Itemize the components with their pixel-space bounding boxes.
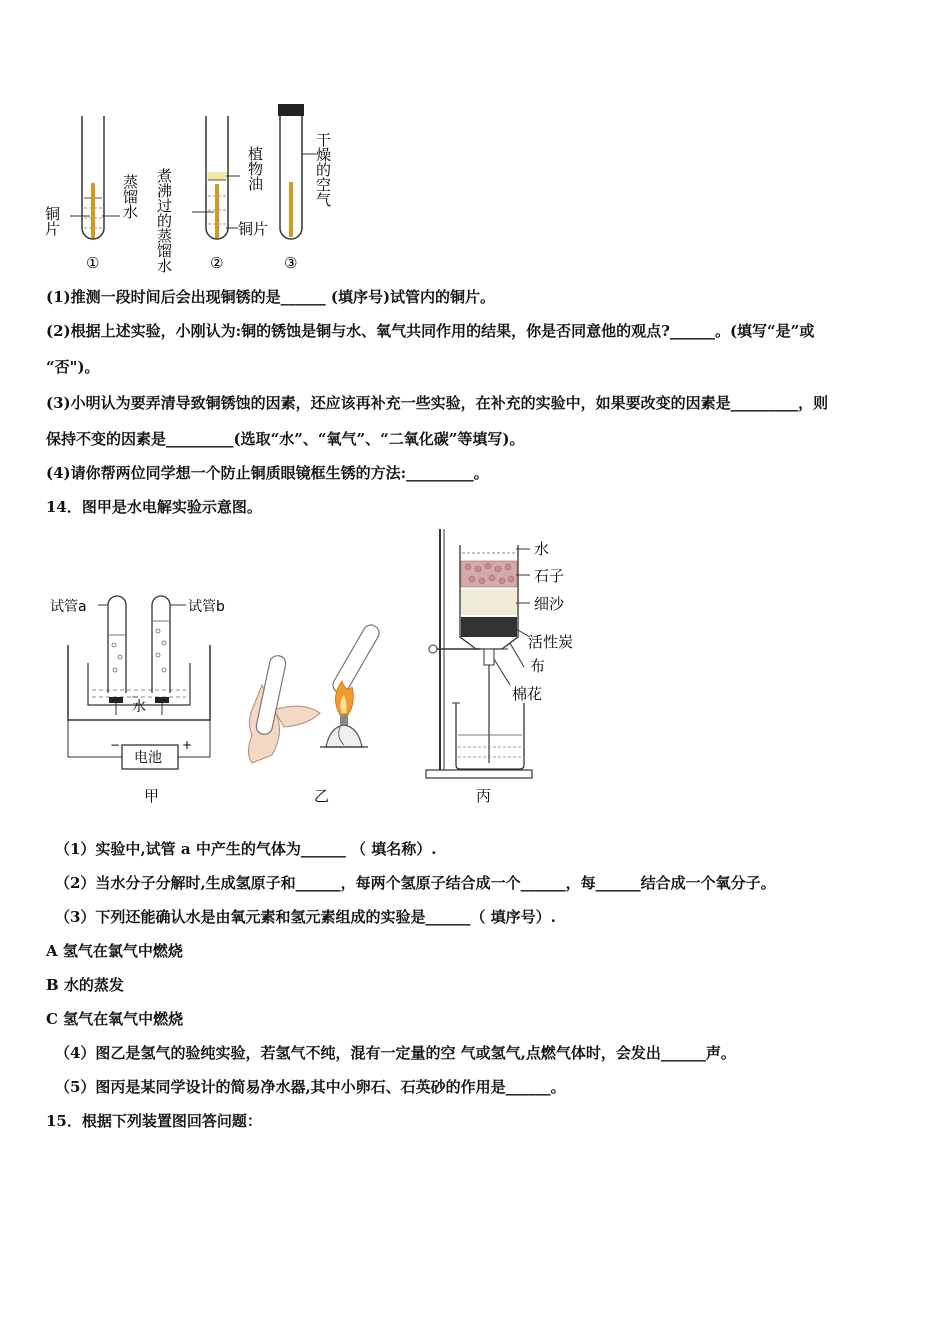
- tube-a-label: 试管a: [50, 599, 87, 615]
- tube-b-label: 试管b: [188, 599, 225, 615]
- q13-part3-line1: (3)小明认为要弄清导致铜锈蚀的因素，还应该再补充一些实验，在补充的实验中，如果要改变的因素是_________，则: [46, 394, 829, 412]
- water-label-jia: 水: [132, 699, 146, 715]
- q13-part2-line1: (2)根据上述实验，小刚认为:铜的锈蚀是铜与水、氧气共同作用的结果，你是否同意他的观点?______。(填写“是”或: [46, 322, 815, 340]
- tube3-number: ③: [284, 254, 298, 272]
- purifier-carbon-label: 活性炭: [528, 633, 574, 651]
- copper-rust-test-tubes-figure: [40, 98, 340, 273]
- test-tube-1: [70, 116, 120, 239]
- q14-option-b: B 水的蒸发: [46, 976, 124, 994]
- q13-part3-line2: 保持不变的因素是_________(选取“水”、“氧气”、“二氧化碳”等填写)。: [46, 430, 525, 448]
- test-tube-2: [192, 116, 240, 239]
- water-experiments-figure: [40, 525, 600, 810]
- purifier-water-label: 水: [534, 540, 550, 558]
- hydrogen-purity-test-apparatus: [249, 622, 382, 763]
- q13-part4: (4)请你帮两位同学想一个防止铜质眼镜框生锈的方法:_________。: [46, 464, 489, 482]
- q15-title: 15．根据下列装置图回答问题：: [46, 1112, 262, 1130]
- battery-plus: +: [182, 738, 193, 752]
- caption-bing: 丙: [476, 787, 492, 805]
- caption-jia: 甲: [144, 787, 160, 805]
- q14-sub4: （4）图乙是氢气的验纯实验，若氢气不纯，混有一定量的空 气或氢气,点燃气体时，会发出______声。: [55, 1044, 736, 1062]
- q14-title: 14．图甲是水电解实验示意图。: [46, 498, 262, 516]
- tube2-number: ②: [210, 254, 224, 272]
- tube2-top-label: 植物油: [246, 146, 264, 191]
- caption-yi: 乙: [314, 787, 330, 805]
- test-tube-3: [278, 104, 316, 239]
- tube1-number: ①: [86, 254, 100, 272]
- purifier-sand-label: 细沙: [534, 595, 565, 613]
- q13-part1: (1)推测一段时间后会出现铜锈的是______ (填序号)试管内的铜片。: [46, 288, 496, 306]
- q14-sub1: （1）实验中,试管 a 中产生的气体为______ （ 填名称）.: [55, 840, 437, 858]
- tube2-left-label: 煮沸过的蒸馏水: [155, 168, 173, 273]
- q14-sub3: （3）下列还能确认水是由氧元素和氢元素组成的实验是______（ 填序号）.: [55, 908, 556, 926]
- q14-option-c: C 氢气在氧气中燃烧: [46, 1010, 184, 1028]
- battery-label: 电池: [134, 750, 162, 766]
- purifier-stones-label: 石子: [534, 567, 565, 585]
- purifier-cloth-label: 布: [530, 657, 546, 675]
- q14-sub2: （2）当水分子分解时,生成氢原子和______，每两个氢原子结合成一个______，每______结合成一个氧分子。: [55, 874, 776, 892]
- tube3-right-label: 干燥的空气: [314, 132, 332, 207]
- battery-minus: −: [110, 738, 121, 752]
- q13-part2-line2: “否")。: [46, 358, 100, 376]
- tube1-right-label: 蒸馏水: [121, 174, 139, 219]
- q14-sub5: （5）图丙是某同学设计的简易净水器,其中小卵石、石英砂的作用是______。: [55, 1078, 566, 1096]
- purifier-cotton-label: 棉花: [512, 685, 543, 703]
- water-purifier-apparatus: [426, 529, 532, 778]
- tube2-right-label: 铜片: [238, 220, 269, 238]
- tube1-left-label: 铜片: [43, 206, 61, 236]
- q14-option-a: A 氢气在氯气中燃烧: [46, 942, 183, 960]
